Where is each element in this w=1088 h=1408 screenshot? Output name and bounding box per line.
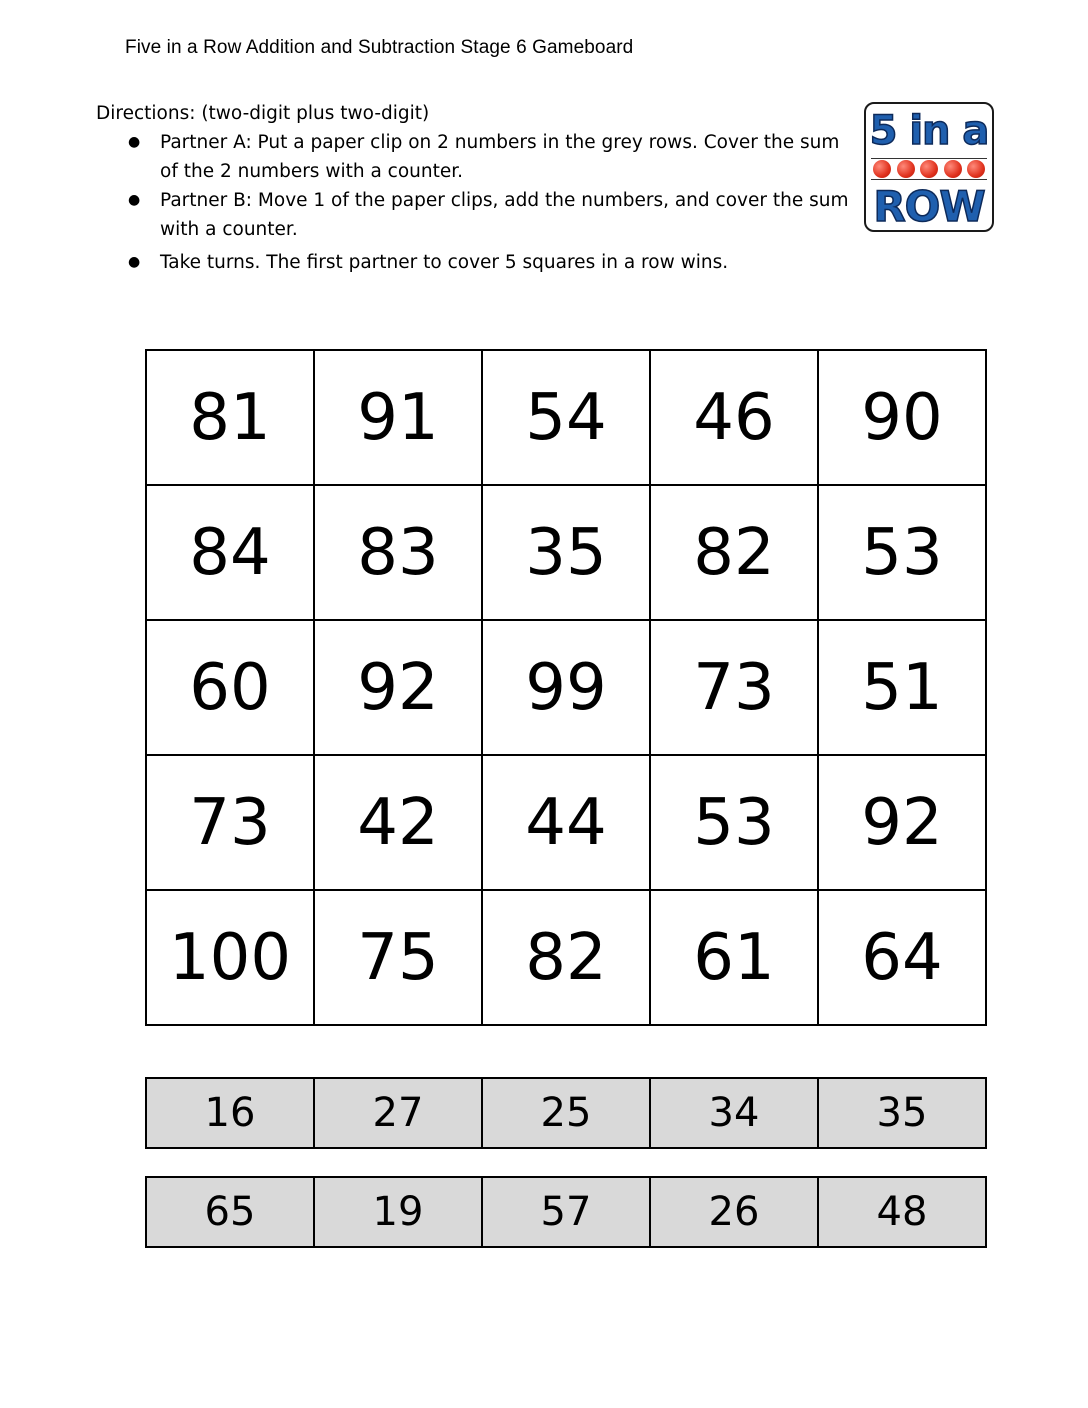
board-cell[interactable]: 42 (314, 755, 482, 890)
logo-dots (871, 158, 987, 180)
red-dot-icon (944, 160, 962, 178)
board-cell[interactable]: 64 (818, 890, 986, 1025)
grey-cell[interactable]: 16 (146, 1078, 314, 1148)
red-dot-icon (897, 160, 915, 178)
board-row (146, 485, 986, 620)
board-cell[interactable]: 90 (818, 350, 986, 485)
grey-cell[interactable]: 27 (314, 1078, 482, 1148)
directions-heading: Directions: (two-digit plus two-digit) (96, 103, 430, 124)
direction-text: Partner B: Move 1 of the paper clips, add the numbers, and cover the sum with a counter. (160, 190, 849, 240)
bullet-icon: ● (128, 254, 141, 270)
direction-text: Partner A: Put a paper clip on 2 numbers in the grey rows. Cover the sum of the 2 numbers with a counter. (160, 132, 840, 182)
board-cell[interactable]: 81 (146, 350, 314, 485)
board-cell[interactable]: 100 (146, 890, 314, 1025)
board-cell[interactable]: 82 (650, 485, 818, 620)
five-in-a-row-logo (864, 102, 994, 232)
grey-cell[interactable]: 26 (650, 1177, 818, 1247)
directions-list (96, 128, 856, 277)
logo-top-text: 5 in a (869, 108, 989, 154)
red-dot-icon (967, 160, 985, 178)
bullet-icon: ● (128, 134, 141, 150)
game-board (145, 349, 987, 1026)
grey-number-row (145, 1176, 987, 1248)
grey-number-row (145, 1077, 987, 1149)
red-dot-icon (920, 160, 938, 178)
direction-item (96, 128, 856, 186)
bullet-icon: ● (128, 192, 141, 208)
board-cell[interactable]: 53 (818, 485, 986, 620)
grey-cell[interactable]: 48 (818, 1177, 986, 1247)
board-cell[interactable]: 82 (482, 890, 650, 1025)
board-cell[interactable]: 35 (482, 485, 650, 620)
board-cell[interactable]: 92 (818, 755, 986, 890)
grey-row (146, 1177, 986, 1247)
board-row (146, 755, 986, 890)
grey-row (146, 1078, 986, 1148)
board-row (146, 350, 986, 485)
direction-item (96, 248, 856, 277)
direction-item (96, 186, 856, 244)
grey-cell[interactable]: 19 (314, 1177, 482, 1247)
grey-cell[interactable]: 57 (482, 1177, 650, 1247)
board-cell[interactable]: 54 (482, 350, 650, 485)
board-cell[interactable]: 61 (650, 890, 818, 1025)
board-cell[interactable]: 99 (482, 620, 650, 755)
board-cell[interactable]: 83 (314, 485, 482, 620)
board-cell[interactable]: 51 (818, 620, 986, 755)
directions (96, 99, 856, 277)
board-cell[interactable]: 46 (650, 350, 818, 485)
board-cell[interactable]: 75 (314, 890, 482, 1025)
grey-cell[interactable]: 35 (818, 1078, 986, 1148)
board-cell[interactable]: 53 (650, 755, 818, 890)
red-dot-icon (873, 160, 891, 178)
board-cell[interactable]: 73 (146, 755, 314, 890)
board-row (146, 890, 986, 1025)
logo-bottom-text: ROW (873, 182, 985, 231)
grey-cell[interactable]: 34 (650, 1078, 818, 1148)
direction-text: Take turns. The first partner to cover 5 squares in a row wins. (160, 252, 729, 273)
grey-cell[interactable]: 65 (146, 1177, 314, 1247)
board-cell[interactable]: 91 (314, 350, 482, 485)
board-cell[interactable]: 44 (482, 755, 650, 890)
grey-cell[interactable]: 25 (482, 1078, 650, 1148)
board-cell[interactable]: 73 (650, 620, 818, 755)
board-cell[interactable]: 60 (146, 620, 314, 755)
board-row (146, 620, 986, 755)
board-cell[interactable]: 84 (146, 485, 314, 620)
page-title: Five in a Row Addition and Subtraction Stage 6 Gameboard (125, 37, 634, 58)
board-cell[interactable]: 92 (314, 620, 482, 755)
